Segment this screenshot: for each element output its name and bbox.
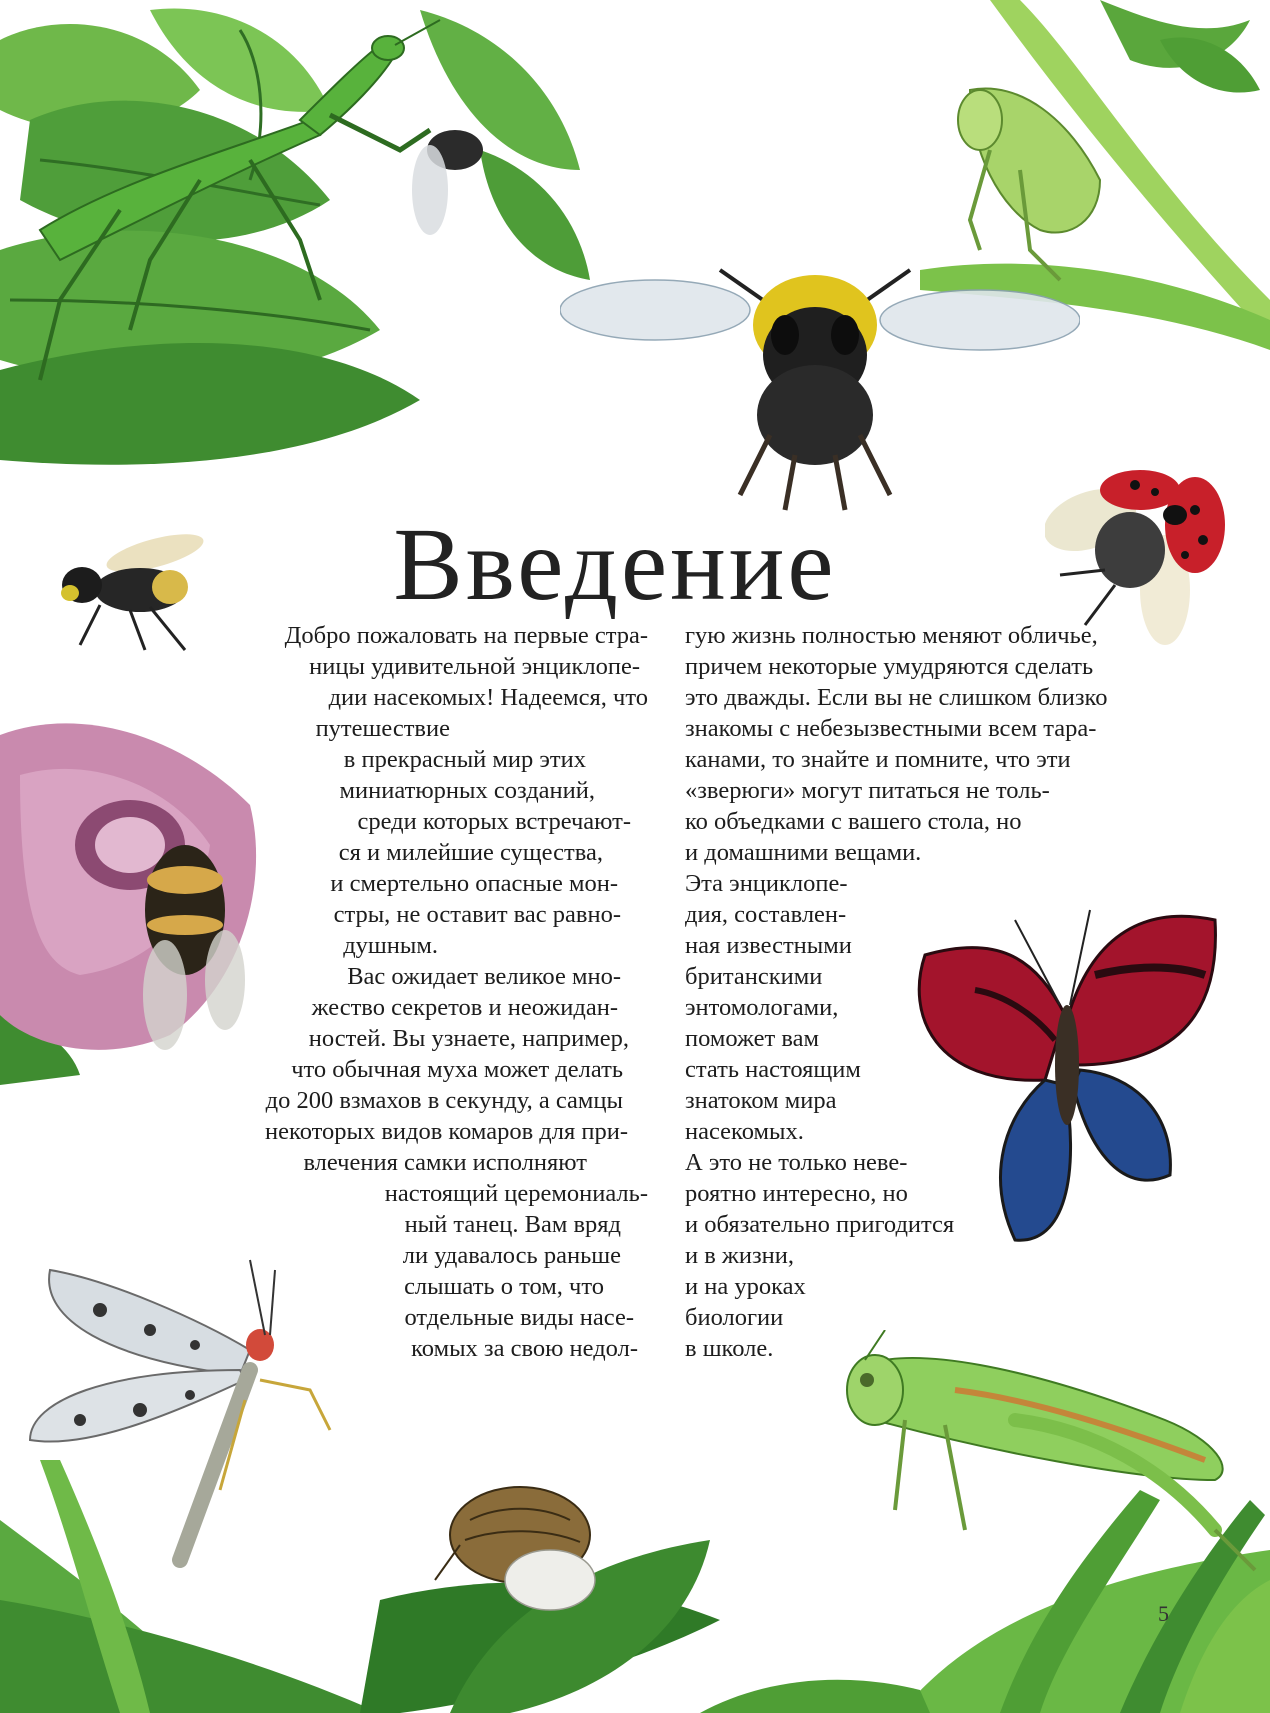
text-line: энтомологами,: [685, 994, 839, 1021]
bee-icon: [740, 275, 890, 510]
text-line: насекомых.: [685, 1118, 804, 1145]
grasshopper-illustration: [835, 1330, 1265, 1590]
text-line: ся и милейшие существа,: [338, 839, 603, 866]
text-line: стать настоящим: [685, 1056, 861, 1083]
text-line: британскими: [685, 963, 823, 990]
text-line: роятно интересно, но: [685, 1180, 908, 1207]
text-line: Добро пожаловать на первые стра-: [284, 622, 648, 649]
text-line: стры, не оставит вас равно-: [333, 901, 621, 928]
text-line: биологии: [685, 1304, 784, 1331]
text-line: дия, составлен-: [685, 901, 847, 928]
page-number: 5: [1158, 1601, 1169, 1626]
text-line: знатоком мира: [685, 1087, 837, 1114]
text-line: в прекрасный мир этих: [343, 746, 586, 773]
text-line: и смертельно опасные мон-: [330, 870, 618, 897]
text-line: знакомы с небезызвестными всем тара-: [685, 715, 1097, 742]
text-line: настоящий церемониаль-: [384, 1180, 648, 1207]
butterfly-icon: [919, 910, 1215, 1240]
text-line: дии насекомых! Надеемся, что: [328, 684, 648, 711]
text-line: и домашними вещами.: [685, 839, 922, 866]
text-line: душным.: [343, 932, 438, 959]
text-line: ницы удивительной энциклопе-: [309, 653, 640, 680]
text-line: А это не только неве-: [685, 1149, 908, 1176]
grasshopper-icon: [847, 1330, 1255, 1570]
text-line: ная известными: [685, 932, 852, 959]
leafhopper-icon: [958, 88, 1100, 280]
text-line: «зверюги» могут питаться не толь-: [685, 777, 1050, 804]
text-line: ный танец. Вам вряд: [404, 1211, 621, 1238]
text-line: влечения самки исполняют: [303, 1149, 587, 1176]
text-line: поможет вам: [685, 1025, 819, 1052]
text-line: и в жизни,: [685, 1242, 794, 1269]
text-line: миниатюрных созданий,: [339, 777, 595, 804]
text-line: жество секретов и неожидан-: [311, 994, 618, 1021]
text-line: ко объедками с вашего стола, но: [685, 808, 1022, 835]
text-line: Вас ожидает великое мно-: [347, 963, 621, 990]
text-line: что обычная муха может делать: [291, 1056, 623, 1083]
text-line: причем некоторые умудряются сделать: [685, 653, 1094, 680]
text-line: канами, то знайте и помните, что эти: [685, 746, 1071, 773]
page-title: Введение: [393, 507, 837, 622]
text-line: и на уроках: [685, 1273, 806, 1300]
text-line: до 200 взмахов в секунду, а самцы: [265, 1087, 623, 1114]
text-line: путешествие: [315, 715, 450, 742]
text-line: слышать о том, что: [404, 1273, 604, 1300]
text-line: комых за свою недол-: [411, 1335, 638, 1362]
text-line: ностей. Вы узнаете, например,: [308, 1025, 629, 1052]
text-line: это дважды. Если вы не слишком близко: [685, 684, 1108, 711]
text-line: отдельные виды насе-: [404, 1304, 634, 1331]
text-line: некоторых видов комаров для при-: [265, 1118, 628, 1145]
text-line: Эта энциклопе-: [685, 870, 848, 897]
text-line: в школе.: [685, 1335, 774, 1362]
text-line: гую жизнь полностью меняют обличье,: [685, 622, 1098, 649]
text-line: ли удавалось раньше: [402, 1242, 621, 1269]
text-line: среди которых встречают-: [357, 808, 631, 835]
text-line: и обязательно пригодится: [685, 1211, 955, 1238]
